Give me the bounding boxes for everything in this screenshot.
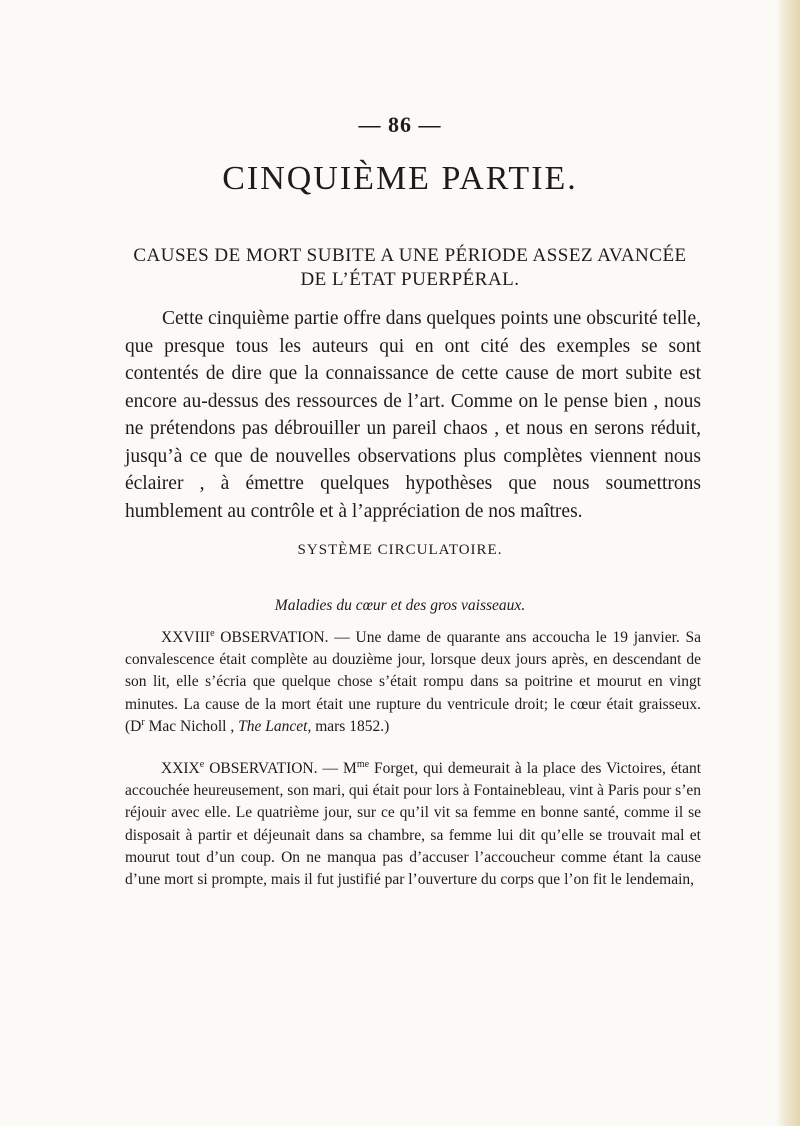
system-heading: SYSTÈME CIRCULATOIRE. [297, 542, 503, 558]
observation-29-number: XXIX [161, 760, 200, 777]
intro-paragraph: Cette cinquième partie offre dans quelques points une obscurité telle, que presque tous les auteurs qui en ont cité des exemples se sont contentés de dire que la connaissance de cette cause de mort subite est encore au-dessus des ressources de l’art. Comme on le pense bien , nous ne prétendons pas débrouiller un pareil chaos , et nous en serons réduit, jusqu’à ce que de nouvelles observations plus complètes viennent nous éclairer , à émettre quelques hypothèses que nous soumettrons humblement au contrôle et à l’appréciation de nos maîtres. [125, 308, 701, 522]
observation-28-dr-suffix: r [141, 716, 145, 728]
observation-29-number-suffix: e [199, 758, 205, 770]
observation-28-label: OBSERVATION. [214, 629, 329, 646]
observation-28-number-suffix: e [210, 627, 215, 639]
observation-29-text: Forget, qui demeurait à la place des Victoires, étant accouchée heureusement, son mari, qui était pour lors à Fontainebleau, vint à Paris pour s’en réjouir avec elle. Le quatrième jour, sur ce qu’il vit sa femme en bonne santé, comme il se disposait à partir et déjeunait dans sa chambre, sa femme lui dit qu’elle se trouvait mal et mourut tout d’un coup. On ne manqua pas d’accuser l’accoucheur comme étant la cause d’une mort si prompte, mais il fut justifié par l’ouverture du corps que l’on fit le lendemain, [125, 760, 702, 889]
observation-28-text: — Une dame de quarante ans accoucha le 19 janvier. Sa convalescence était complète au douzième jour, lorsque deux jours après, en descendant de son lit, elle s’écria que quelque chose s’était rompu dans sa poitrine et mourut en vingt minutes. La cause de la mort était une rupture du ventricule droit; le cœur était graisseux. (D [125, 629, 701, 735]
observation-28-author: Mac Nicholl , [144, 717, 239, 735]
observation-29-paragraph [125, 758, 701, 891]
observation-28-text-end: , mars 1852.) [307, 717, 390, 735]
observation-28-paragraph [125, 627, 701, 738]
observation-29-mme-suffix: me [356, 758, 370, 770]
section-title-line-2: DE L’ÉTAT PUERPÉRAL. [300, 269, 520, 290]
page-number: — 86 — [358, 112, 442, 137]
observation-28-number: XXVIII [161, 629, 211, 646]
observation-29-label: OBSERVATION. — M [204, 760, 357, 777]
section-title [125, 244, 695, 292]
part-title: CINQUIÈME PARTIE. [222, 160, 578, 197]
observation-28-journal: The Lancet [238, 717, 308, 735]
sub-heading: Maladies du cœur et des gros vaisseaux. [274, 597, 526, 614]
section-title-line-1: CAUSES DE MORT SUBITE A UNE PÉRIODE ASSEZ AVANCÉE [133, 245, 687, 266]
